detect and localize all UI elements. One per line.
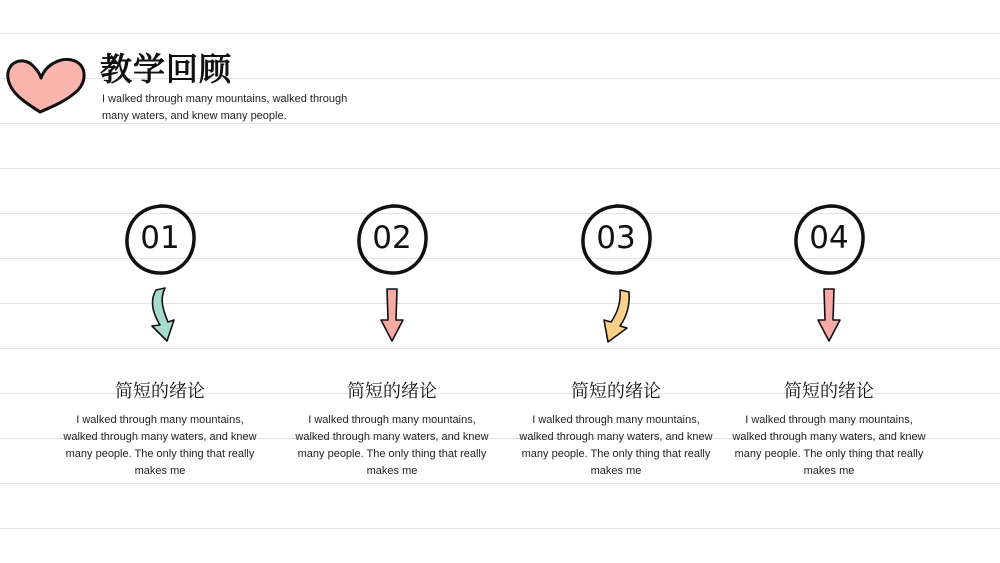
curved-arrow-right-icon [596,286,636,344]
step-description: I walked through many mountains, walked through many waters, and knew many people. The only thing that really makes me [295,414,489,477]
step-card-03 [516,200,716,490]
step-heading: 简短的绪论 [115,381,205,402]
step-heading: 简短的绪论 [571,381,661,402]
straight-arrow-down-icon [809,286,849,344]
step-heading: 简短的绪论 [784,381,874,402]
step-card-04 [729,200,929,490]
step-heading: 简短的绪论 [347,381,437,402]
step-card-01 [60,200,260,490]
step-number: 03 [596,220,636,256]
step-number: 04 [809,220,849,256]
step-description: I walked through many mountains, walked through many waters, and knew many people. The only thing that really makes me [732,414,926,477]
page-subtitle: I walked through many mountains, walked through many waters, and knew many people. [102,93,348,122]
page-title: 教学回顾 [100,50,233,88]
step-description: I walked through many mountains, walked through many waters, and knew many people. The only thing that really makes me [63,414,257,477]
rule-line [0,168,1000,169]
step-number: 01 [140,220,180,256]
curved-arrow-left-icon [140,286,180,344]
rule-line [0,528,1000,529]
step-description: I walked through many mountains, walked through many waters, and knew many people. The only thing that really makes me [519,414,713,477]
heart-icon [4,52,88,118]
step-card-02 [292,200,492,490]
straight-arrow-down-icon [372,286,412,344]
step-number: 02 [372,220,412,256]
rule-line [0,33,1000,34]
